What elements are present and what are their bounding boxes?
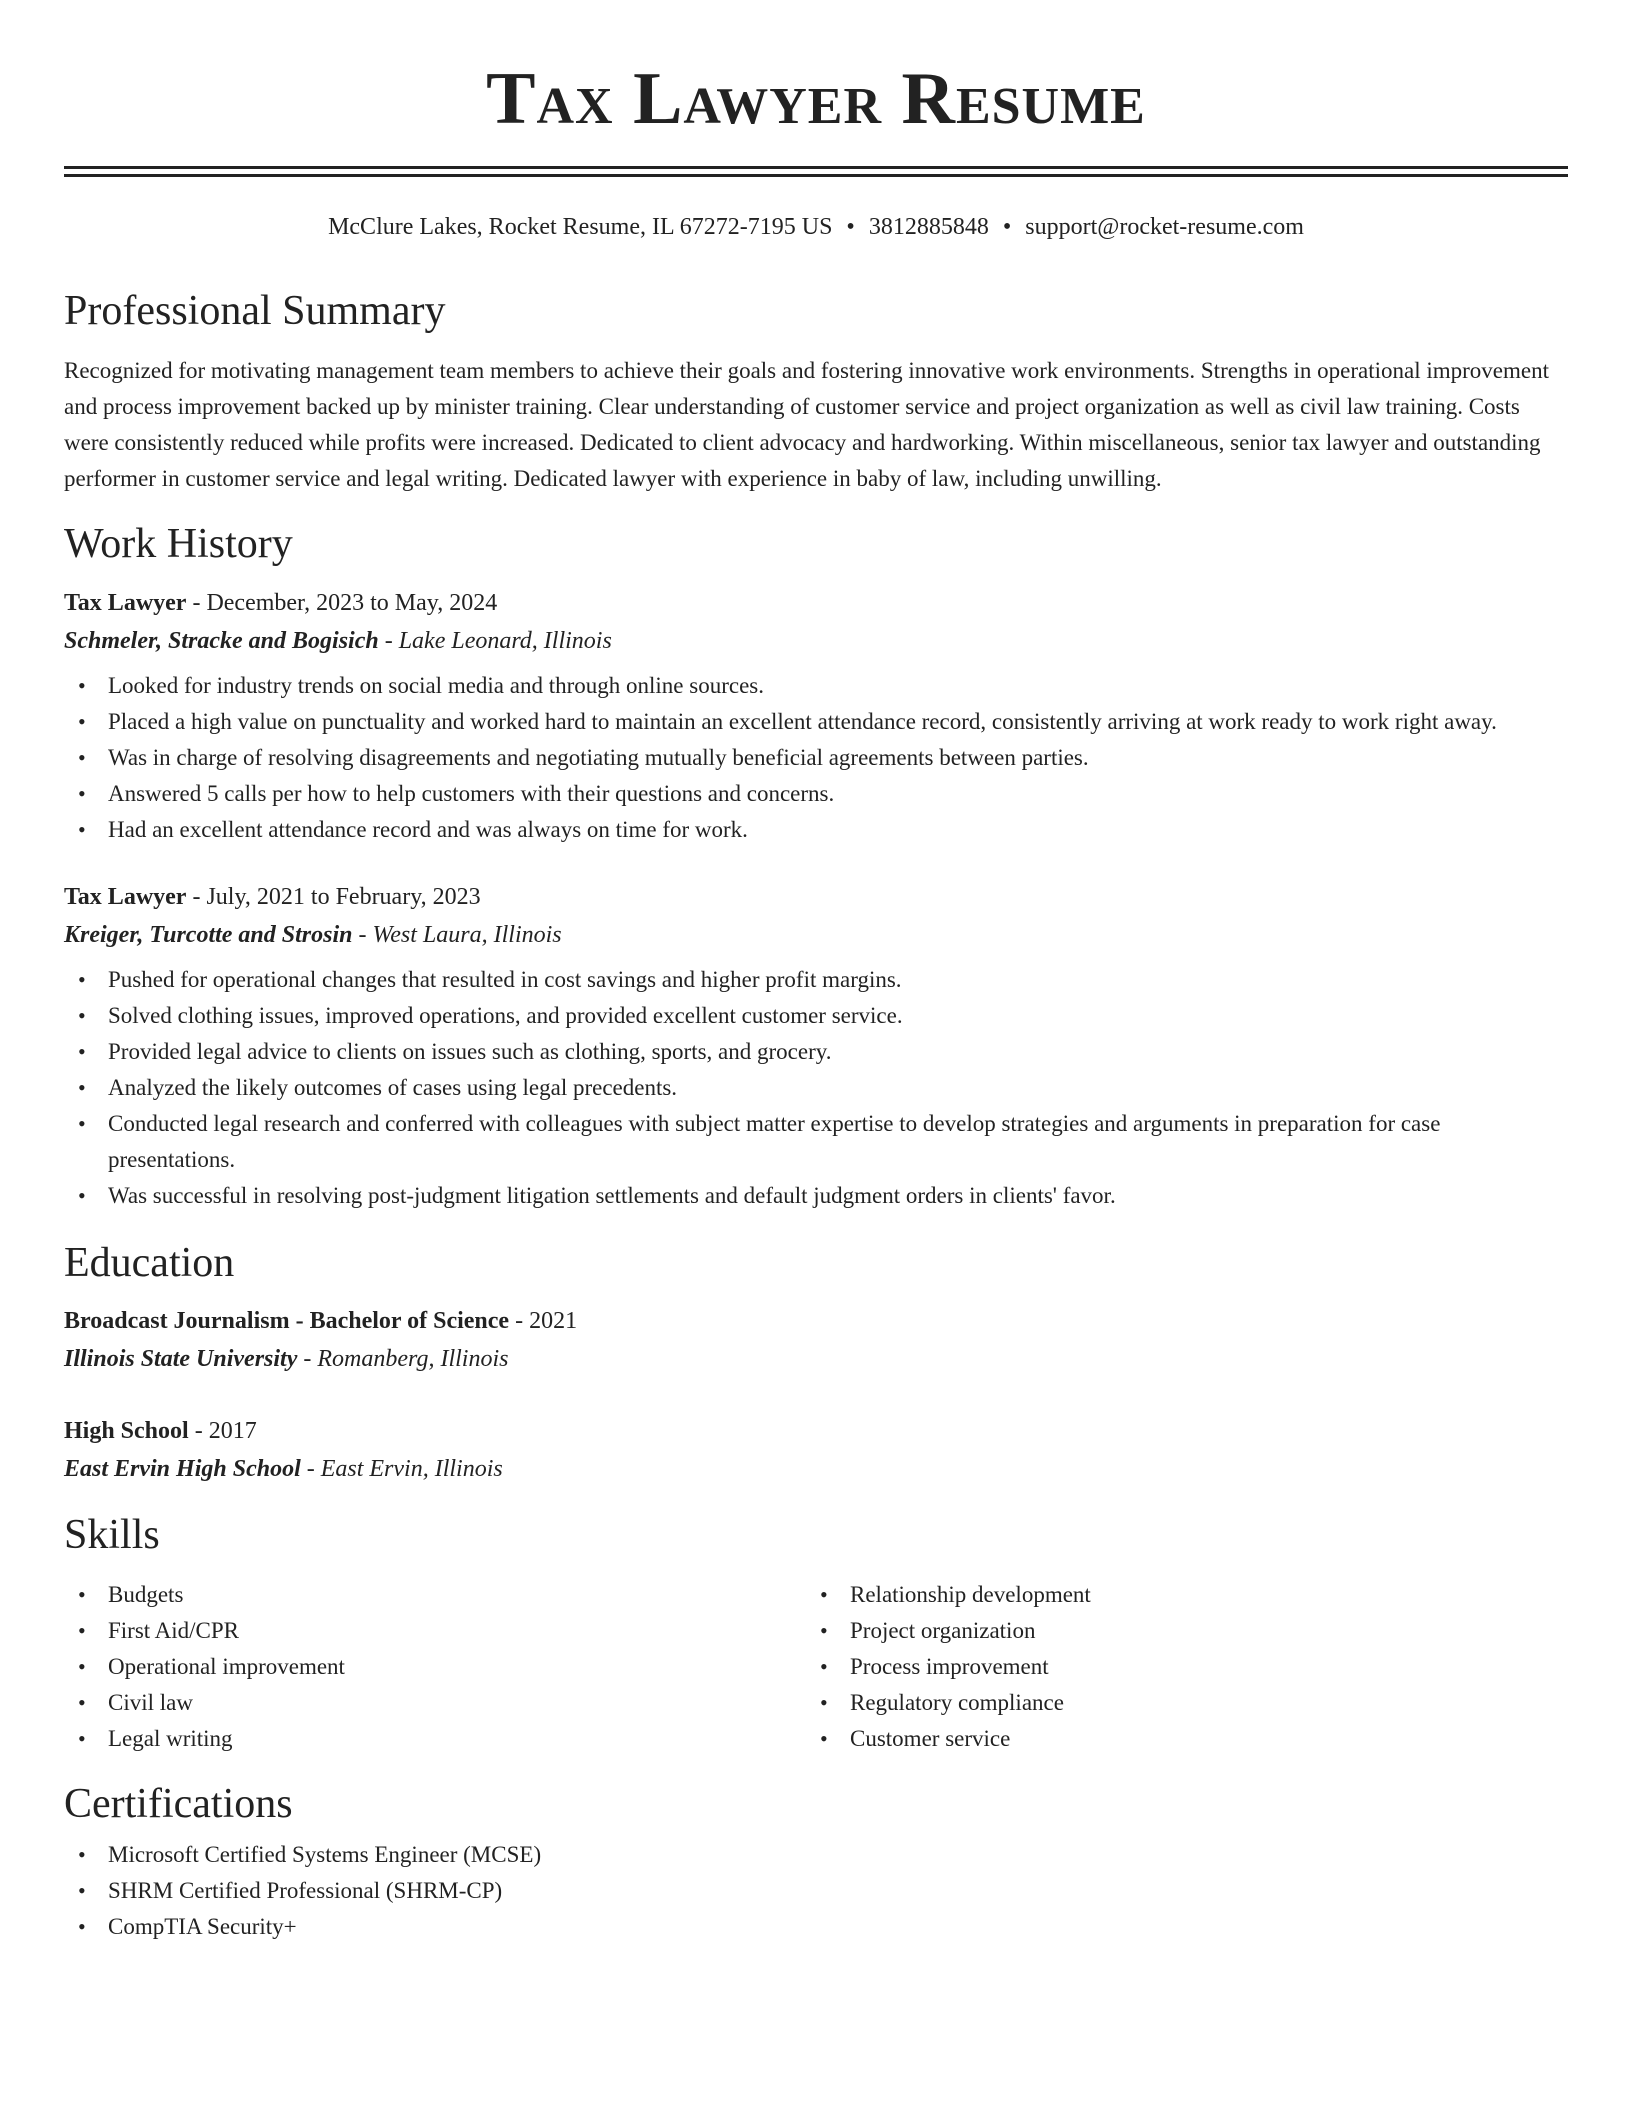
education-heading: Education xyxy=(64,1239,235,1286)
list-item: • Answered 5 calls per how to help customers with their questions and concerns. xyxy=(64,776,1568,812)
contact-line xyxy=(64,214,1568,244)
work-history-heading: Work History xyxy=(64,521,293,568)
job-duties-list xyxy=(64,962,1568,1214)
contact-separator: • xyxy=(846,214,855,240)
skills-list-right xyxy=(806,1577,1548,1757)
job-dates: - December, 2023 to May, 2024 xyxy=(186,589,498,616)
list-item: • Was in charge of resolving disagreements and negotiating mutually beneficial agreements between parties. xyxy=(64,740,1568,776)
certifications-heading: Certifications xyxy=(64,1780,293,1827)
certification-item: • Microsoft Certified Systems Engineer (MCSE) xyxy=(64,1837,1568,1873)
list-item: • Conducted legal research and conferred with colleagues with subject matter expertise to develop strategies and arguments in preparation for case presentations. xyxy=(64,1106,1568,1178)
job-entry xyxy=(64,584,1568,848)
skill-item: • Regulatory compliance xyxy=(806,1685,1548,1721)
job-title: Tax Lawyer xyxy=(64,883,187,910)
skill-item: • First Aid/CPR xyxy=(64,1613,806,1649)
skill-item: • Relationship development xyxy=(806,1577,1548,1613)
certifications-list xyxy=(64,1837,1568,1945)
skill-item: • Budgets xyxy=(64,1577,806,1613)
education-entry xyxy=(64,1302,1568,1378)
skill-item: • Civil law xyxy=(64,1685,806,1721)
skills-columns xyxy=(64,1569,1568,1757)
title-double-rule xyxy=(64,166,1568,177)
resume-page xyxy=(64,0,1568,1945)
skill-item: • Customer service xyxy=(806,1721,1548,1757)
resume-title: Tax Lawyer Resume xyxy=(486,58,1146,140)
skill-item: • Legal writing xyxy=(64,1721,806,1757)
education-year: - 2021 xyxy=(509,1308,578,1335)
education-degree-line xyxy=(64,1412,1568,1450)
contact-separator: • xyxy=(1002,214,1012,240)
education-year: - 2017 xyxy=(188,1418,257,1445)
skill-item: • Process improvement xyxy=(806,1649,1548,1685)
education-school: Illinois State University xyxy=(64,1346,298,1373)
education-degree: Broadcast Journalism - Bachelor of Science xyxy=(64,1308,510,1335)
job-title-line xyxy=(64,584,1568,622)
contact-address: McClure Lakes, Rocket Resume, IL 67272-7195 US xyxy=(328,214,833,240)
education-entry xyxy=(64,1412,1568,1488)
list-item: • Pushed for operational changes that resulted in cost savings and higher profit margins. xyxy=(64,962,1568,998)
list-item: • Solved clothing issues, improved operations, and provided excellent customer service. xyxy=(64,998,1568,1034)
contact-phone: 3812885848 xyxy=(868,214,989,240)
skills-heading: Skills xyxy=(64,1512,160,1559)
job-company: Schmeler, Stracke and Bogisich xyxy=(64,627,379,654)
job-location: - Lake Leonard, Illinois xyxy=(378,627,612,654)
list-item: • Placed a high value on punctuality and worked hard to maintain an excellent attendance record, consistently arriving at work ready to work right away. xyxy=(64,704,1568,740)
summary-heading: Professional Summary xyxy=(64,288,446,334)
list-item: • Looked for industry trends on social media and through online sources. xyxy=(64,668,1568,704)
education-degree-line xyxy=(64,1302,1568,1340)
job-company-line xyxy=(64,622,1568,660)
certification-item: • CompTIA Security+ xyxy=(64,1909,1568,1945)
certification-item: • SHRM Certified Professional (SHRM-CP) xyxy=(64,1873,1568,1909)
education-school: East Ervin High School xyxy=(64,1456,301,1483)
education-school-line xyxy=(64,1450,1568,1488)
job-duties-list xyxy=(64,668,1568,848)
contact-email[interactable]: support@rocket-resume.com xyxy=(1025,214,1304,240)
education-school-line xyxy=(64,1340,1568,1378)
list-item: • Analyzed the likely outcomes of cases using legal precedents. xyxy=(64,1070,1568,1106)
education-location: - Romanberg, Illinois xyxy=(297,1346,509,1373)
summary-text: Recognized for motivating management team members to achieve their goals and fostering innovative work environments. Strengths in operational improvement and process improvement backed up by minister training. Clear understanding of customer service and project organization as well as civil law training. Costs were consistently reduced while profits were increased. Dedicated to client advocacy and hardworking. Within miscellaneous, senior tax lawyer and outstanding performer in customer service and legal writing. Dedicated lawyer with experience in baby of law, including unwilling. xyxy=(64,358,1550,492)
skills-list-left xyxy=(64,1577,806,1757)
skill-item: • Operational improvement xyxy=(64,1649,806,1685)
list-item: • Had an excellent attendance record and was always on time for work. xyxy=(64,812,1568,848)
education-degree: High School xyxy=(64,1418,189,1445)
job-entry xyxy=(64,878,1568,1214)
job-dates: - July, 2021 to February, 2023 xyxy=(186,883,481,910)
job-company-line xyxy=(64,916,1568,954)
list-item: • Provided legal advice to clients on issues such as clothing, sports, and grocery. xyxy=(64,1034,1568,1070)
job-company: Kreiger, Turcotte and Strosin xyxy=(64,921,353,948)
list-item: • Was successful in resolving post-judgment litigation settlements and default judgment orders in clients' favor. xyxy=(64,1178,1568,1214)
skill-item: • Project organization xyxy=(806,1613,1548,1649)
job-location: - West Laura, Illinois xyxy=(352,921,562,948)
job-title: Tax Lawyer xyxy=(64,589,187,616)
education-location: - East Ervin, Illinois xyxy=(300,1456,503,1483)
job-title-line xyxy=(64,878,1568,916)
